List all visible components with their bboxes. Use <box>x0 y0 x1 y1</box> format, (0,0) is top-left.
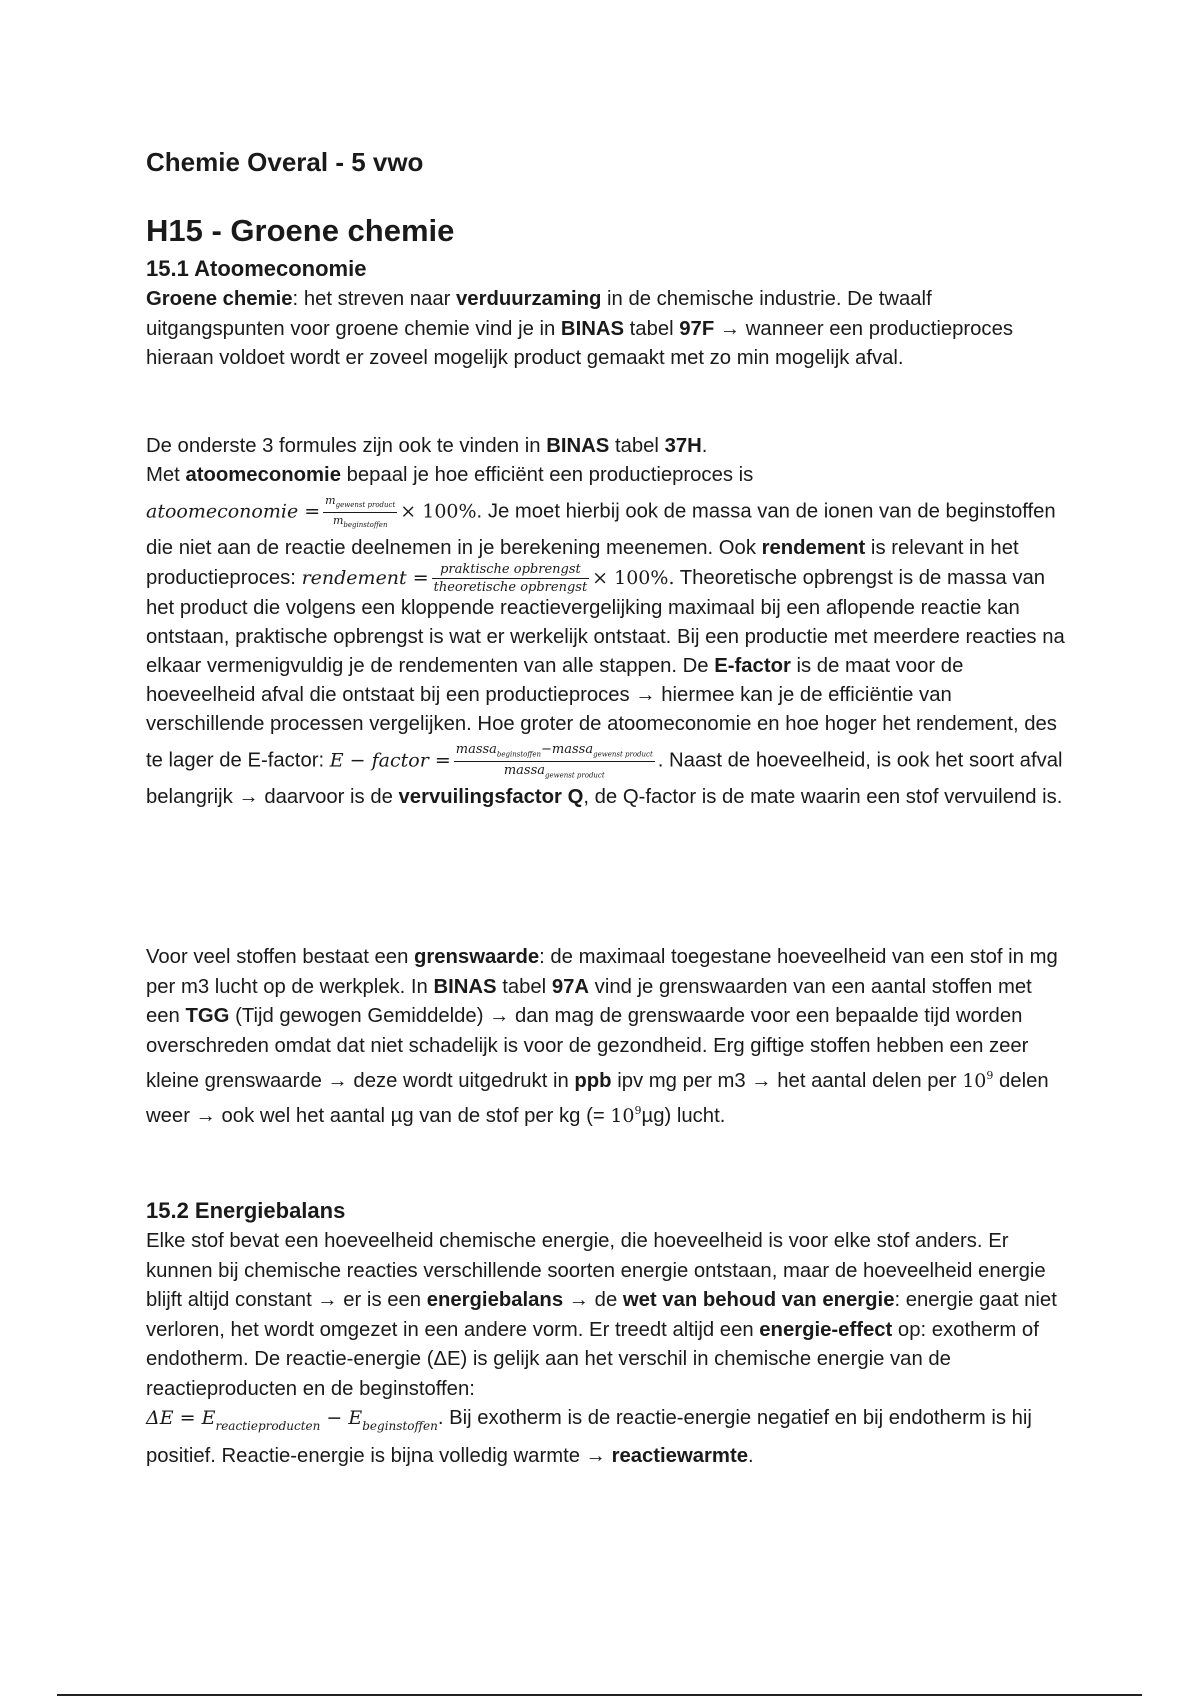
term-energie-effect: energie-effect <box>759 1318 893 1341</box>
term-reactiewarmte: reactiewarmte <box>611 1444 748 1467</box>
term-e-factor: E-factor <box>714 655 791 677</box>
paragraph-formules: De onderste 3 formules zijn ook te vinden in BINAS tabel 37H. Met atoomeconomie bepaal je hoe efficiënt een productieproces is atoomeconomie = $\frac{m_{gewenst product}}{m_{beginstoffen}}$ × 100%. Je moet hierbij ook de massa van de ionen van de beginstoffen die niet aan de reactie deelnemen in je berekening meenemen. Ook rendement is relevant in het productieproces: rendement = $\frac{\text{praktische opbrengst}}{\text{theoretische opbrengst}}$ × 100%. Theoretische opbrengst is de massa van het product die volgens een kloppende reactievergelijking maximaal bij een aflopende reactie kan ontstaan, praktische opbrengst is wat er werkelijk ontstaat. Bij een productie met meerdere reacties na elkaar vermenigvuldig je de rendementen van alle stappen. De E-factor is de maat voor de hoeveelheid afval die ontstaat bij een productieproces → hiermee kan je de efficiëntie van verschillende processen vergelijken. Hoe groter de atoomeconomie en hoe hoger het rendement, des te lager de E-factor: E − factor = $\frac{massa_{beginstoffen}-massa_{gewenst product}}{massa_{gewenst product}}$ . Naast de hoeveelheid, is ook het soort afval belangrijk → daarvoor is de vervuilingsfactor Q, de Q-factor is de mate waarin een stof vervuilend is. <box>146 435 1065 808</box>
section-title-atoomeconomie: 15.1 Atoomeconomie <box>146 256 367 281</box>
chapter-title: H15 - Groene chemie <box>146 213 455 248</box>
term-tgg: TGG <box>185 1005 230 1027</box>
formula-delta-e: $\Delta E = E_{reactieproducten} - E_{beginstoffen}$ <box>146 1407 438 1433</box>
document-title: Chemie Overal - 5 vwo <box>146 147 424 177</box>
term-vervuilingsfactor: vervuilingsfactor Q <box>398 786 584 808</box>
term-wet-van-behoud: wet van behoud van energie <box>622 1289 895 1311</box>
formula-atoomeconomie-fraction: $\frac{m_{gewenst product}}{m_{beginstoffen}}$ <box>325 494 396 529</box>
formula-rendement-fraction: $\frac{\text{praktische opbrengst}}{\text{theoretische opbrengst}}$ <box>433 562 588 595</box>
paragraph-groene-chemie: Groene chemie: het streven naar verduurzaming in de chemische industrie. De twaalf uitgangspunten voor groene chemie vind je in BINAS tabel 97F → wanneer een productieproces hieraan voldoet wordt er zoveel mogelijk product gemaakt met zo min mogelijk afval. <box>146 288 1013 369</box>
formula-e-factor-fraction: $\frac{massa_{beginstoffen}-massa_{gewenst product}}{massa_{gewenst product}}$ <box>455 741 653 780</box>
term-verduurzaming: verduurzaming <box>456 288 602 310</box>
formula-e-factor-lhs: E − factor = <box>329 749 451 772</box>
term-ppb: ppb <box>574 1069 612 1092</box>
formula-atoomeconomie-lhs: atoomeconomie = <box>146 500 321 523</box>
paragraph-energiebalans: Elke stof bevat een hoeveelheid chemische energie, die hoeveelheid is voor elke stof anders. Er kunnen bij chemische reacties verschillende soorten energie ontstaan, maar de hoeveelheid energie blijft altijd constant → er is een energiebalans → de wet van behoud van energie: energie gaat niet verloren, het wordt omgezet in een andere vorm. Er treedt altijd een energie-effect op: exotherm of endotherm. De reactie-energie (ΔE) is gelijk aan het verschil in chemische energie van de reactieproducten en de beginstoffen: $\Delta E = E_{reactieproducten} - E_{beginstoffen}$. Bij exotherm is de reactie-energie negatief en bij endotherm is hij positief. Reactie-energie is bijna volledig warmte → reactiewarmte. <box>146 1230 1057 1467</box>
term-atoomeconomie: atoomeconomie <box>185 464 341 486</box>
section-title-energiebalans: 15.2 Energiebalans <box>146 1198 346 1223</box>
paragraph-grenswaarde: Voor veel stoffen bestaat een grenswaarde: de maximaal toegestane hoeveelheid van een stof in mg per m3 lucht op de werkplek. In BINAS tabel 97A vind je grenswaarden van een aantal stoffen met een TGG (Tijd gewogen Gemiddelde) → dan mag de grenswaarde voor een bepaalde tijd worden overschreden omdat dat niet schadelijk is voor de gezondheid. Erg giftige stoffen hebben een zeer kleine grenswaarde → deze wordt uitgedrukt in ppb ipv mg per m3 → het aantal delen per $10^9$ delen weer → ook wel het aantal µg van de stof per kg (= $10^9\mu g$) lucht. <box>146 946 1058 1128</box>
term-groene-chemie: Groene chemie <box>146 288 293 310</box>
term-rendement: rendement <box>761 537 866 559</box>
term-energiebalans: energiebalans <box>426 1289 564 1311</box>
term-grenswaarde: grenswaarde <box>413 946 540 968</box>
formula-rendement-lhs: rendement = <box>301 566 429 589</box>
page-bottom-rule <box>57 1694 1142 1696</box>
